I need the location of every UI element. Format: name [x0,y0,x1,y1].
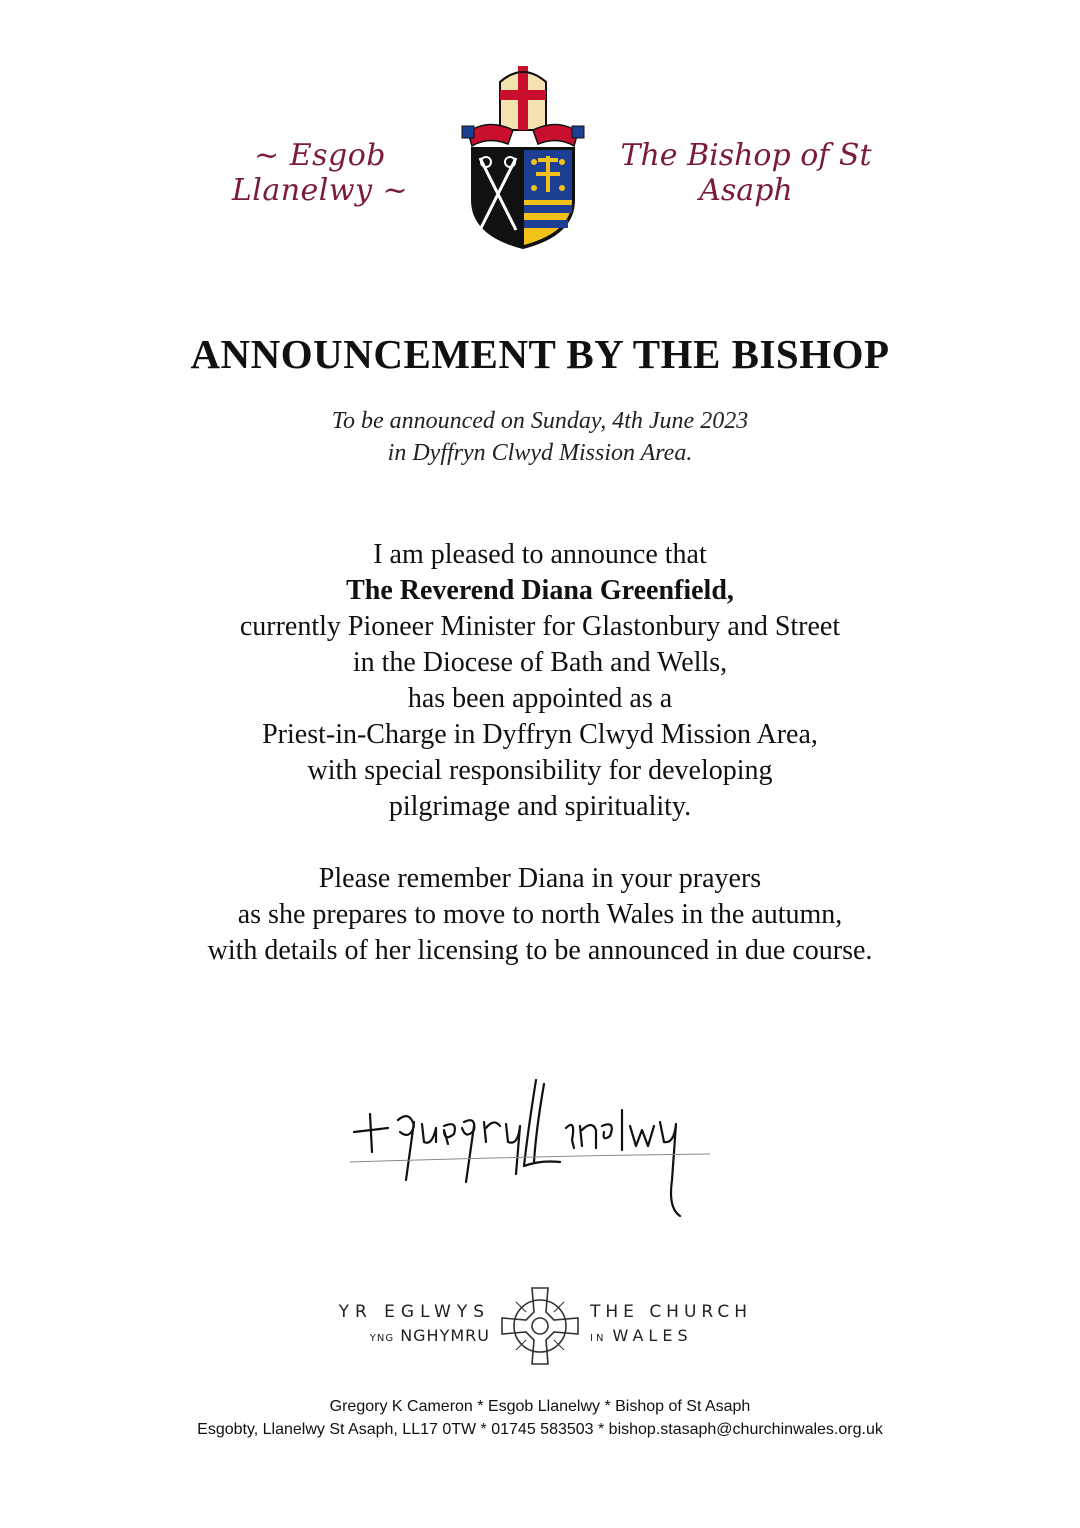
church-welsh-line2-main: NGHYMRU [400,1326,490,1345]
church-welsh-line2-small: YNG [369,1333,395,1344]
subtitle-line: To be announced on Sunday, 4th June 2023 [331,408,749,434]
letterhead-welsh-title: ~ Esgob Llanelwy ~ [231,138,409,208]
prayer-request [0,861,1080,969]
announcement-body [0,537,1080,825]
prayer-line: Please remember Diana in your prayers [318,863,762,894]
church-name-english [590,1302,790,1345]
bishop-signature [340,1070,730,1230]
subtitle-line: in Dyffryn Clwyd Mission Area. [387,440,693,466]
church-english-line2-small: IN [590,1333,607,1344]
announcement-title: ANNOUNCEMENT BY THE BISHOP [190,331,890,377]
letterhead [0,60,1080,260]
celtic-cross-icon [496,1282,584,1370]
church-welsh-line1: YR EGLWYS [338,1302,490,1322]
body-line: I am pleased to announce that [373,539,707,570]
church-in-wales-logo [0,1282,1080,1372]
church-english-line2 [590,1326,790,1345]
body-line: has been appointed as a [407,683,673,714]
footer-line-address: Esgobty, Llanelwy St Asaph, LL17 0TW * 01745 583503 * bishop.stasaph@churchinwales.org.uk [197,1421,883,1438]
church-english-line2-main: WALES [612,1326,693,1345]
church-welsh-line2 [330,1326,490,1345]
footer-contact [0,1395,1080,1441]
diocesan-crest-icon [458,60,588,250]
announcement-subtitle [0,405,1080,469]
body-line: in the Diocese of Bath and Wells, [352,647,728,678]
church-english-line1: THE CHURCH [590,1302,753,1322]
appointee-name: The Reverend Diana Greenfield, [346,575,734,606]
letterhead-english-title: The Bishop of St Asaph [620,138,872,208]
footer-line-name: Gregory K Cameron * Esgob Llanelwy * Bishop of St Asaph [329,1398,751,1415]
church-name-welsh [330,1302,490,1345]
body-line: currently Pioneer Minister for Glastonbury and Street [239,611,841,642]
body-line: Priest-in-Charge in Dyffryn Clwyd Mission Area, [262,719,818,750]
body-line: with special responsibility for developing [307,755,773,786]
prayer-line: as she prepares to move to north Wales in the autumn, [237,899,843,930]
prayer-line: with details of her licensing to be announced in due course. [207,935,873,966]
body-line: pilgrimage and spirituality. [388,791,692,822]
